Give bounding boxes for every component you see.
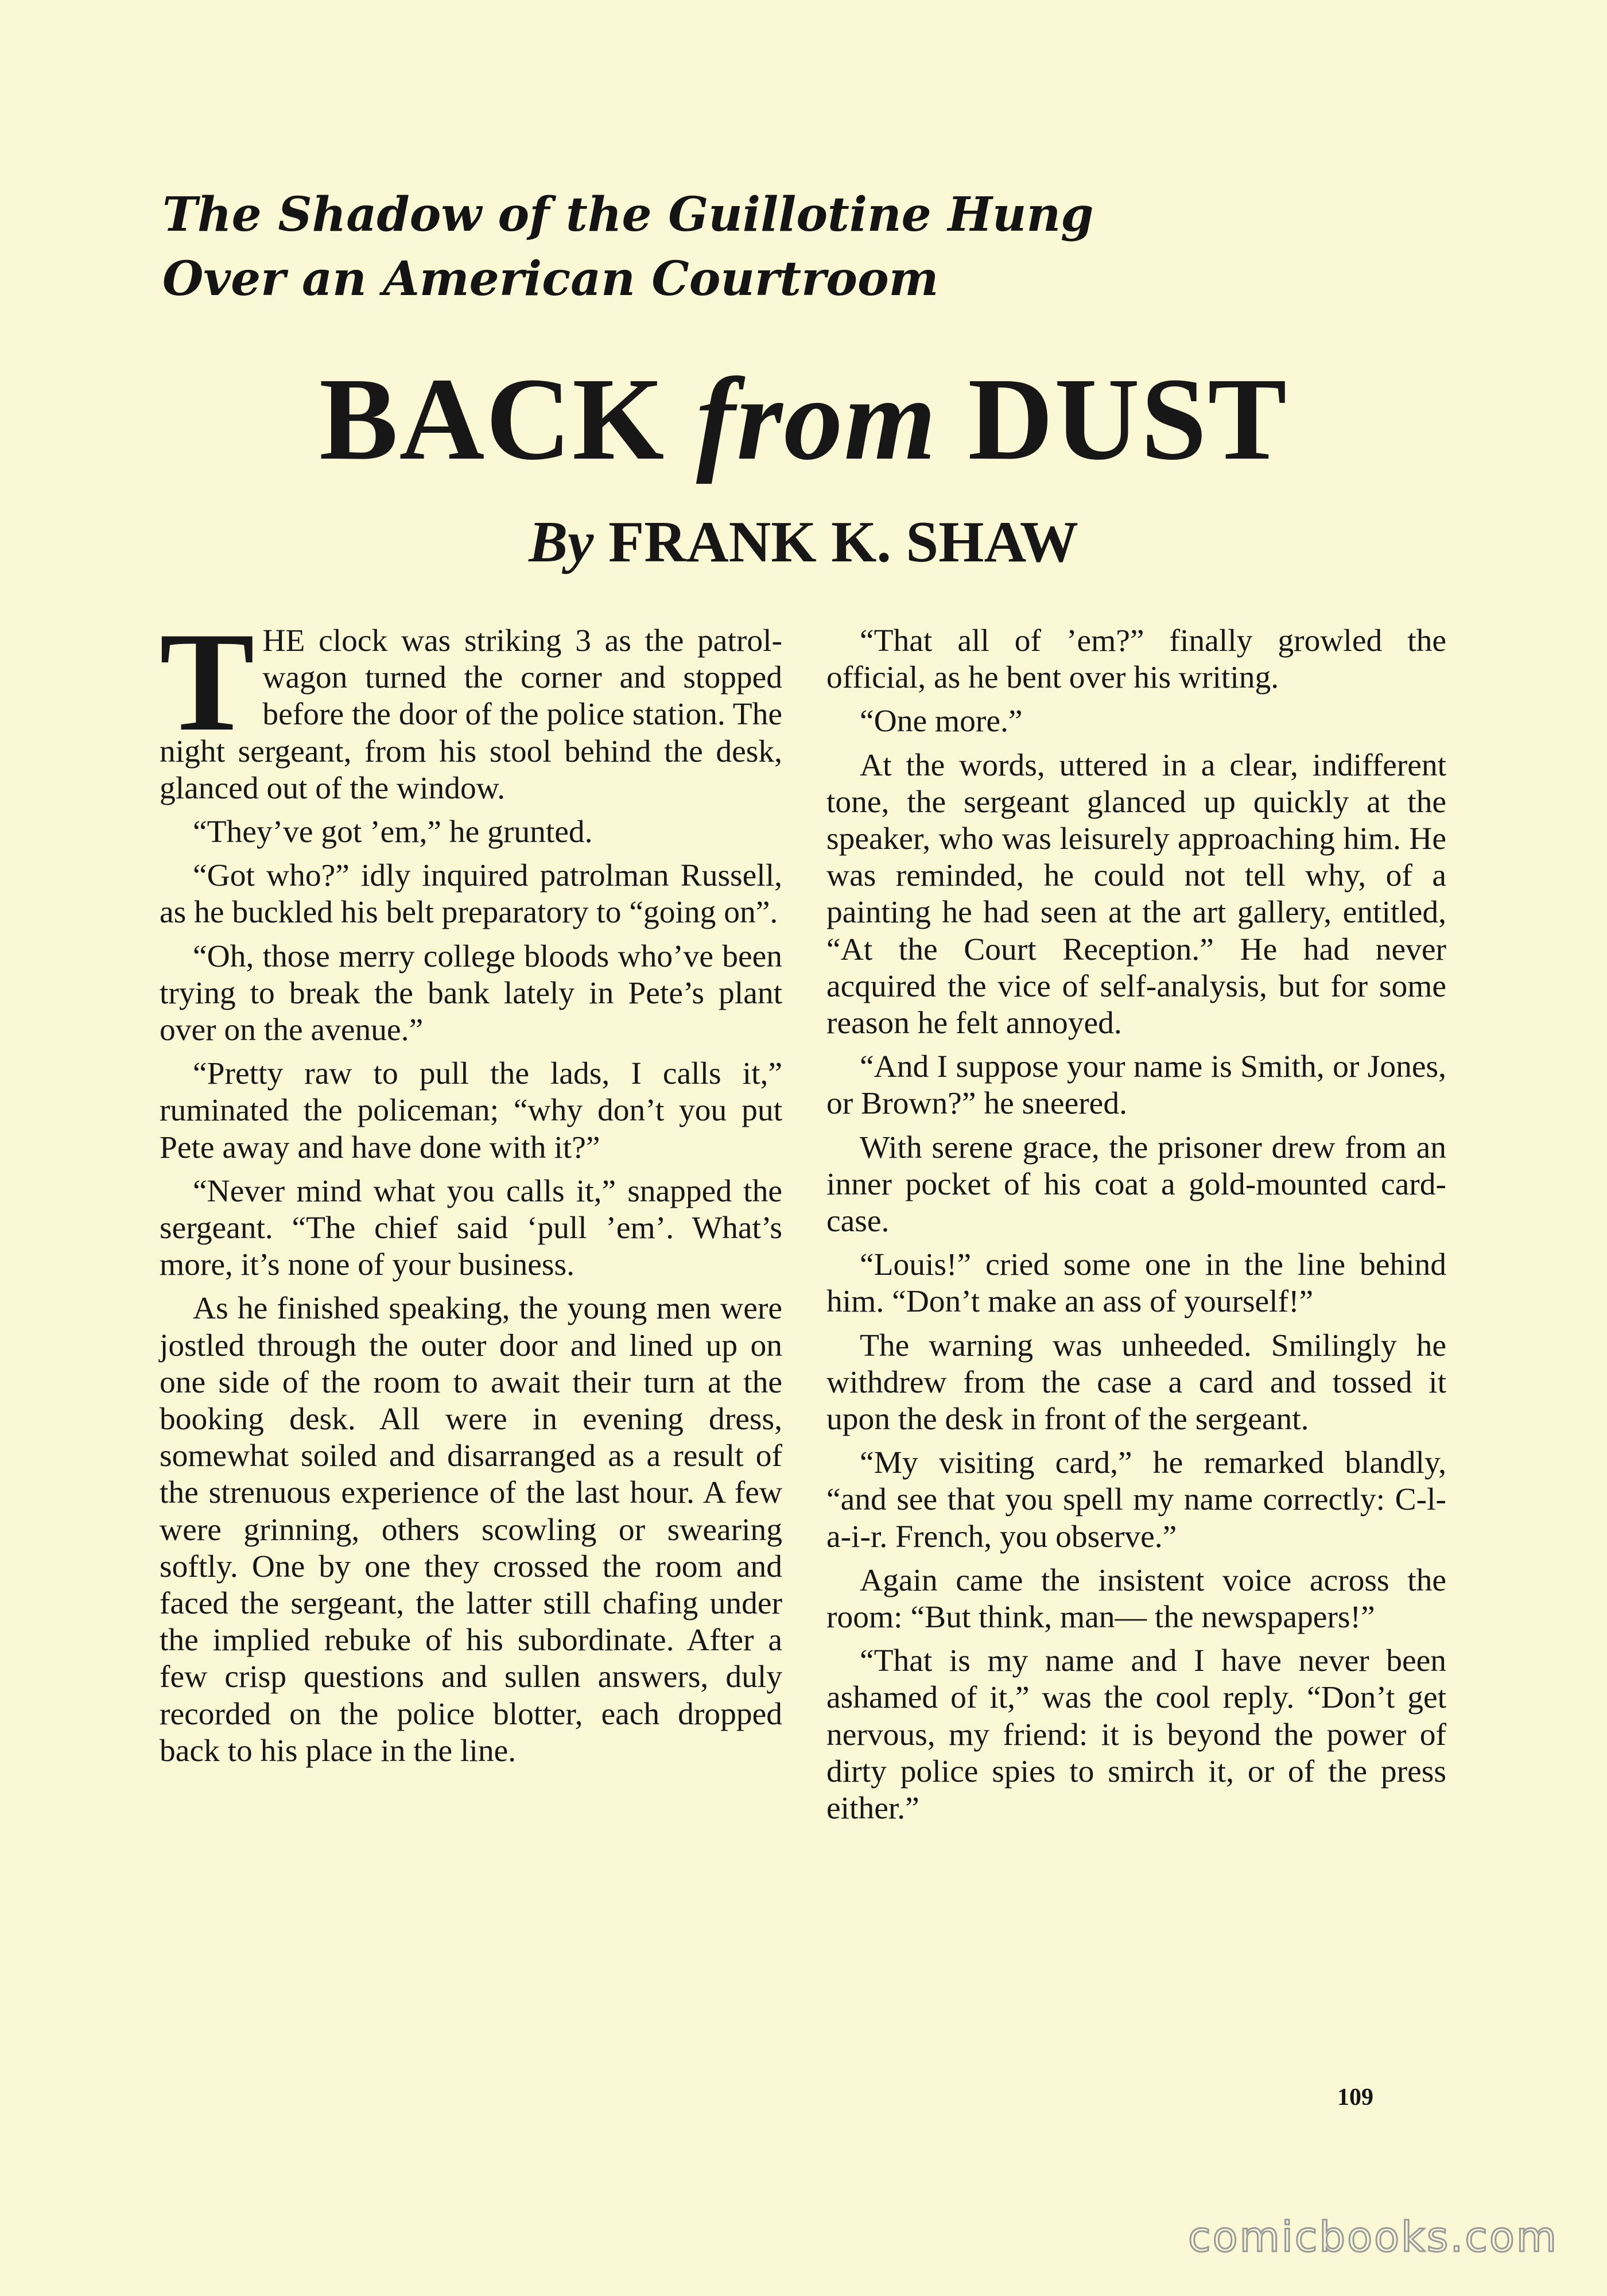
opening-text: HE clock was striking 3 as the patrol-wagon turned the corner and stopped before the door of the police station. The night sergeant, from his stool behind the desk, glanced out of the window. [160,623,782,806]
paragraph: “That all of ’em?” finally growled the official, as he bent over his writing. [826,623,1446,696]
paragraph: “Pretty raw to pull the lads, I calls it,” ruminated the policeman; “why don’t you put Pete away and have done with it?” [160,1056,782,1165]
byline-author: FRANK K. SHAW [608,510,1078,575]
paragraph: As he finished speaking, the young men were jostled through the outer door and lined up on one side of the room to await their turn at the booking desk. All were in evening dress, somewhat soiled and disarranged as a result of the strenuous experience of the last hour. A few were grinning, others scowling or swearing softly. One by one they crossed the room and faced the sergeant, the latter still chafing under the implied rebuke of his subordinate. After a few crisp questions and sullen answers, duly recorded on the police blotter, each dropped back to his place in the line. [160,1291,782,1768]
paragraph: “One more.” [860,704,1023,739]
paragraph: “And I suppose your name is Smith, or Jones, or Brown?” he sneered. [826,1049,1446,1122]
paragraph: Again came the insistent voice across the room: “But think, man— the newspapers!” [826,1562,1446,1635]
left-column [160,603,782,1777]
kicker-line-1: The Shadow of the Guillotine Hung [162,187,1094,242]
kicker-line-2: Over an American Courtroom [162,251,939,307]
paragraph: “That is my name and I have never been ashamed of it,” was the cool reply. “Don’t get nervous, my friend: it is beyond the power of dirty police spies to smirch it, or of the press either.” [826,1643,1446,1826]
paragraph: “My visiting card,” he remarked blandly, “and see that you spell my name correctly: C-l-a-i-r. French, you observe.” [826,1445,1446,1554]
paragraph: “They’ve got ’em,” he grunted. [193,815,593,850]
watermark-logo: comicbooks.com [1188,2213,1559,2261]
title-part-back: BACK [319,353,666,484]
paragraph: At the words, uttered in a clear, indifferent tone, the sergeant glanced up quickly at the speaker, who was leisurely approaching him. He was reminded, he could not tell why, of a painting he had seen at the art gallery, entitled, “At the Court Reception.” He had never acquired the vice of self-analysis, but for some reason he felt annoyed. [826,747,1446,1041]
paragraph: The warning was unheeded. Smilingly he withdrew from the case a card and tossed it upon the desk in front of the sergeant. [826,1328,1446,1437]
drop-cap: T [160,603,255,761]
paragraph: “Never mind what you calls it,” snapped the sergeant. “The chief said ‘pull ’em’. What’s more, it’s none of your business. [160,1173,782,1283]
page-number: 109 [1337,2084,1373,2111]
title-part-from: from [696,353,937,484]
byline [0,505,1607,580]
kicker-headline [162,183,1253,311]
paragraph: “Got who?” idly inquired patrolman Russell, as he buckled his belt preparatory to “going on”. [160,858,782,930]
right-column [826,623,1446,1834]
byline-by: By [529,510,594,575]
opening-paragraph [160,603,782,807]
paragraph: With serene grace, the prisoner drew from an inner pocket of his coat a gold-mounted card-case. [826,1130,1446,1239]
paragraph: “Oh, those merry college bloods who’ve been trying to break the bank lately in Pete’s plant over on the avenue.” [160,938,782,1048]
title-part-dust: DUST [968,353,1288,484]
story-title [0,353,1607,485]
paragraph: “Louis!” cried some one in the line behind him. “Don’t make an ass of yourself!” [826,1247,1446,1320]
